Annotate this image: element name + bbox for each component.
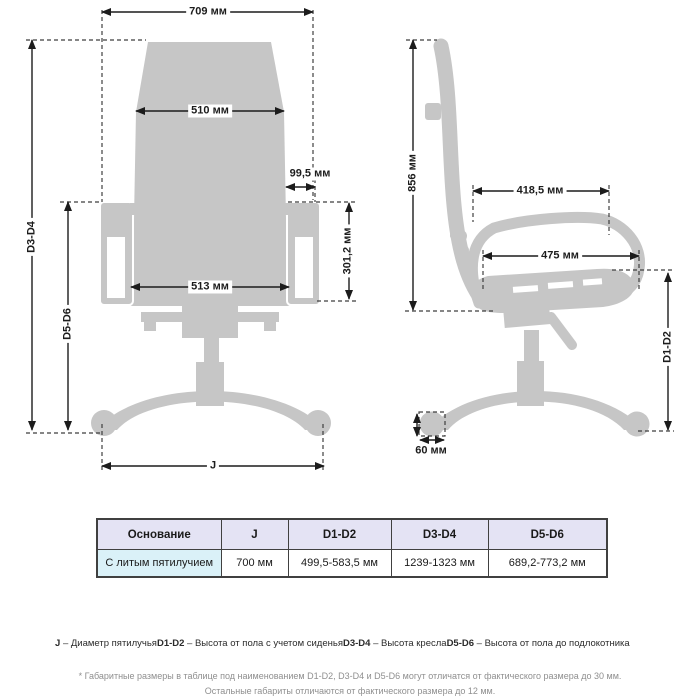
label-back-height: 856 мм: [407, 151, 420, 195]
side-gas-lift: [524, 330, 539, 364]
legend-item-d3d4: [343, 638, 447, 649]
side-seat: [471, 269, 634, 313]
front-caster-left: [91, 410, 117, 436]
side-lever: [551, 317, 572, 345]
legend-desc-d5d6: – Высота от пола до подлокотника: [476, 638, 630, 649]
legend-desc-d1d2: – Высота от пола с учетом сиденья: [187, 638, 343, 649]
front-view-illustration: [91, 42, 331, 436]
front-armrest-slot-right: [295, 237, 313, 298]
label-d1d2: D1-D2: [662, 328, 675, 366]
cell-d1d2-value: 499,5-583,5 мм: [288, 550, 391, 578]
footnote: [0, 669, 700, 699]
label-seat-depth: 475 мм: [538, 250, 582, 263]
side-view-illustration: [420, 46, 650, 437]
label-caster-size: 60 мм: [412, 445, 450, 458]
legend: [55, 638, 630, 649]
header-d1d2: D1-D2: [288, 519, 391, 550]
side-caster-right: [625, 412, 650, 437]
label-base-diameter: J: [207, 460, 219, 473]
legend-item-j: [55, 638, 157, 649]
front-mechanism: [182, 306, 238, 338]
legend-term-j: J: [55, 638, 61, 649]
label-backrest-depth: 418,5 мм: [514, 185, 567, 198]
legend-item-d5d6: [447, 638, 630, 649]
label-backrest-width: 510 мм: [188, 105, 232, 118]
table-header-row: [97, 519, 607, 550]
legend-desc-j: – Диаметр пятилучья: [62, 638, 157, 649]
legend-term-d5d6: D5-D6: [446, 638, 475, 649]
front-caster-right: [305, 410, 331, 436]
footnote-line-2: Остальные габариты отличаются от фактического размера до 12 мм.: [204, 686, 496, 696]
front-armrest-slot-left: [107, 237, 125, 298]
label-d3d4: D3-D4: [26, 218, 39, 256]
label-seat-width: 513 мм: [188, 281, 232, 294]
front-backrest: [133, 42, 287, 272]
legend-term-d1d2: D1-D2: [156, 638, 185, 649]
header-d5d6: D5-D6: [488, 519, 607, 550]
legend-term-d3d4: D3-D4: [342, 638, 371, 649]
cell-d3d4-value: 1239-1323 мм: [391, 550, 488, 578]
header-j: J: [221, 519, 288, 550]
header-base: Основание: [97, 519, 221, 550]
front-gas-lift: [204, 338, 219, 364]
footnote-line-1: * Габаритные размеры в таблице под наименованием D1-D2, D3-D4 и D5-D6 могут отличатся от фактического размера до 30 мм.: [78, 671, 622, 681]
label-backrest-height: 301,2 мм: [342, 225, 355, 278]
cell-j-value: 700 мм: [221, 550, 288, 578]
label-overall-width: 709 мм: [186, 6, 230, 19]
label-d5d6: D5-D6: [62, 305, 75, 343]
table-row: [97, 550, 607, 578]
header-d3d4: D3-D4: [391, 519, 488, 550]
dimensions-table: [96, 518, 608, 578]
label-armrest-width: 99,5 мм: [287, 168, 334, 181]
side-base: [428, 391, 644, 430]
cell-d5d6-value: 689,2-773,2 мм: [488, 550, 607, 578]
legend-desc-d3d4: – Высота кресла: [373, 638, 447, 649]
side-caster-left: [420, 412, 445, 437]
front-base: [96, 391, 326, 430]
legend-item-d1d2: [157, 638, 343, 649]
cell-base-type: С литым пятилучием: [97, 550, 221, 578]
